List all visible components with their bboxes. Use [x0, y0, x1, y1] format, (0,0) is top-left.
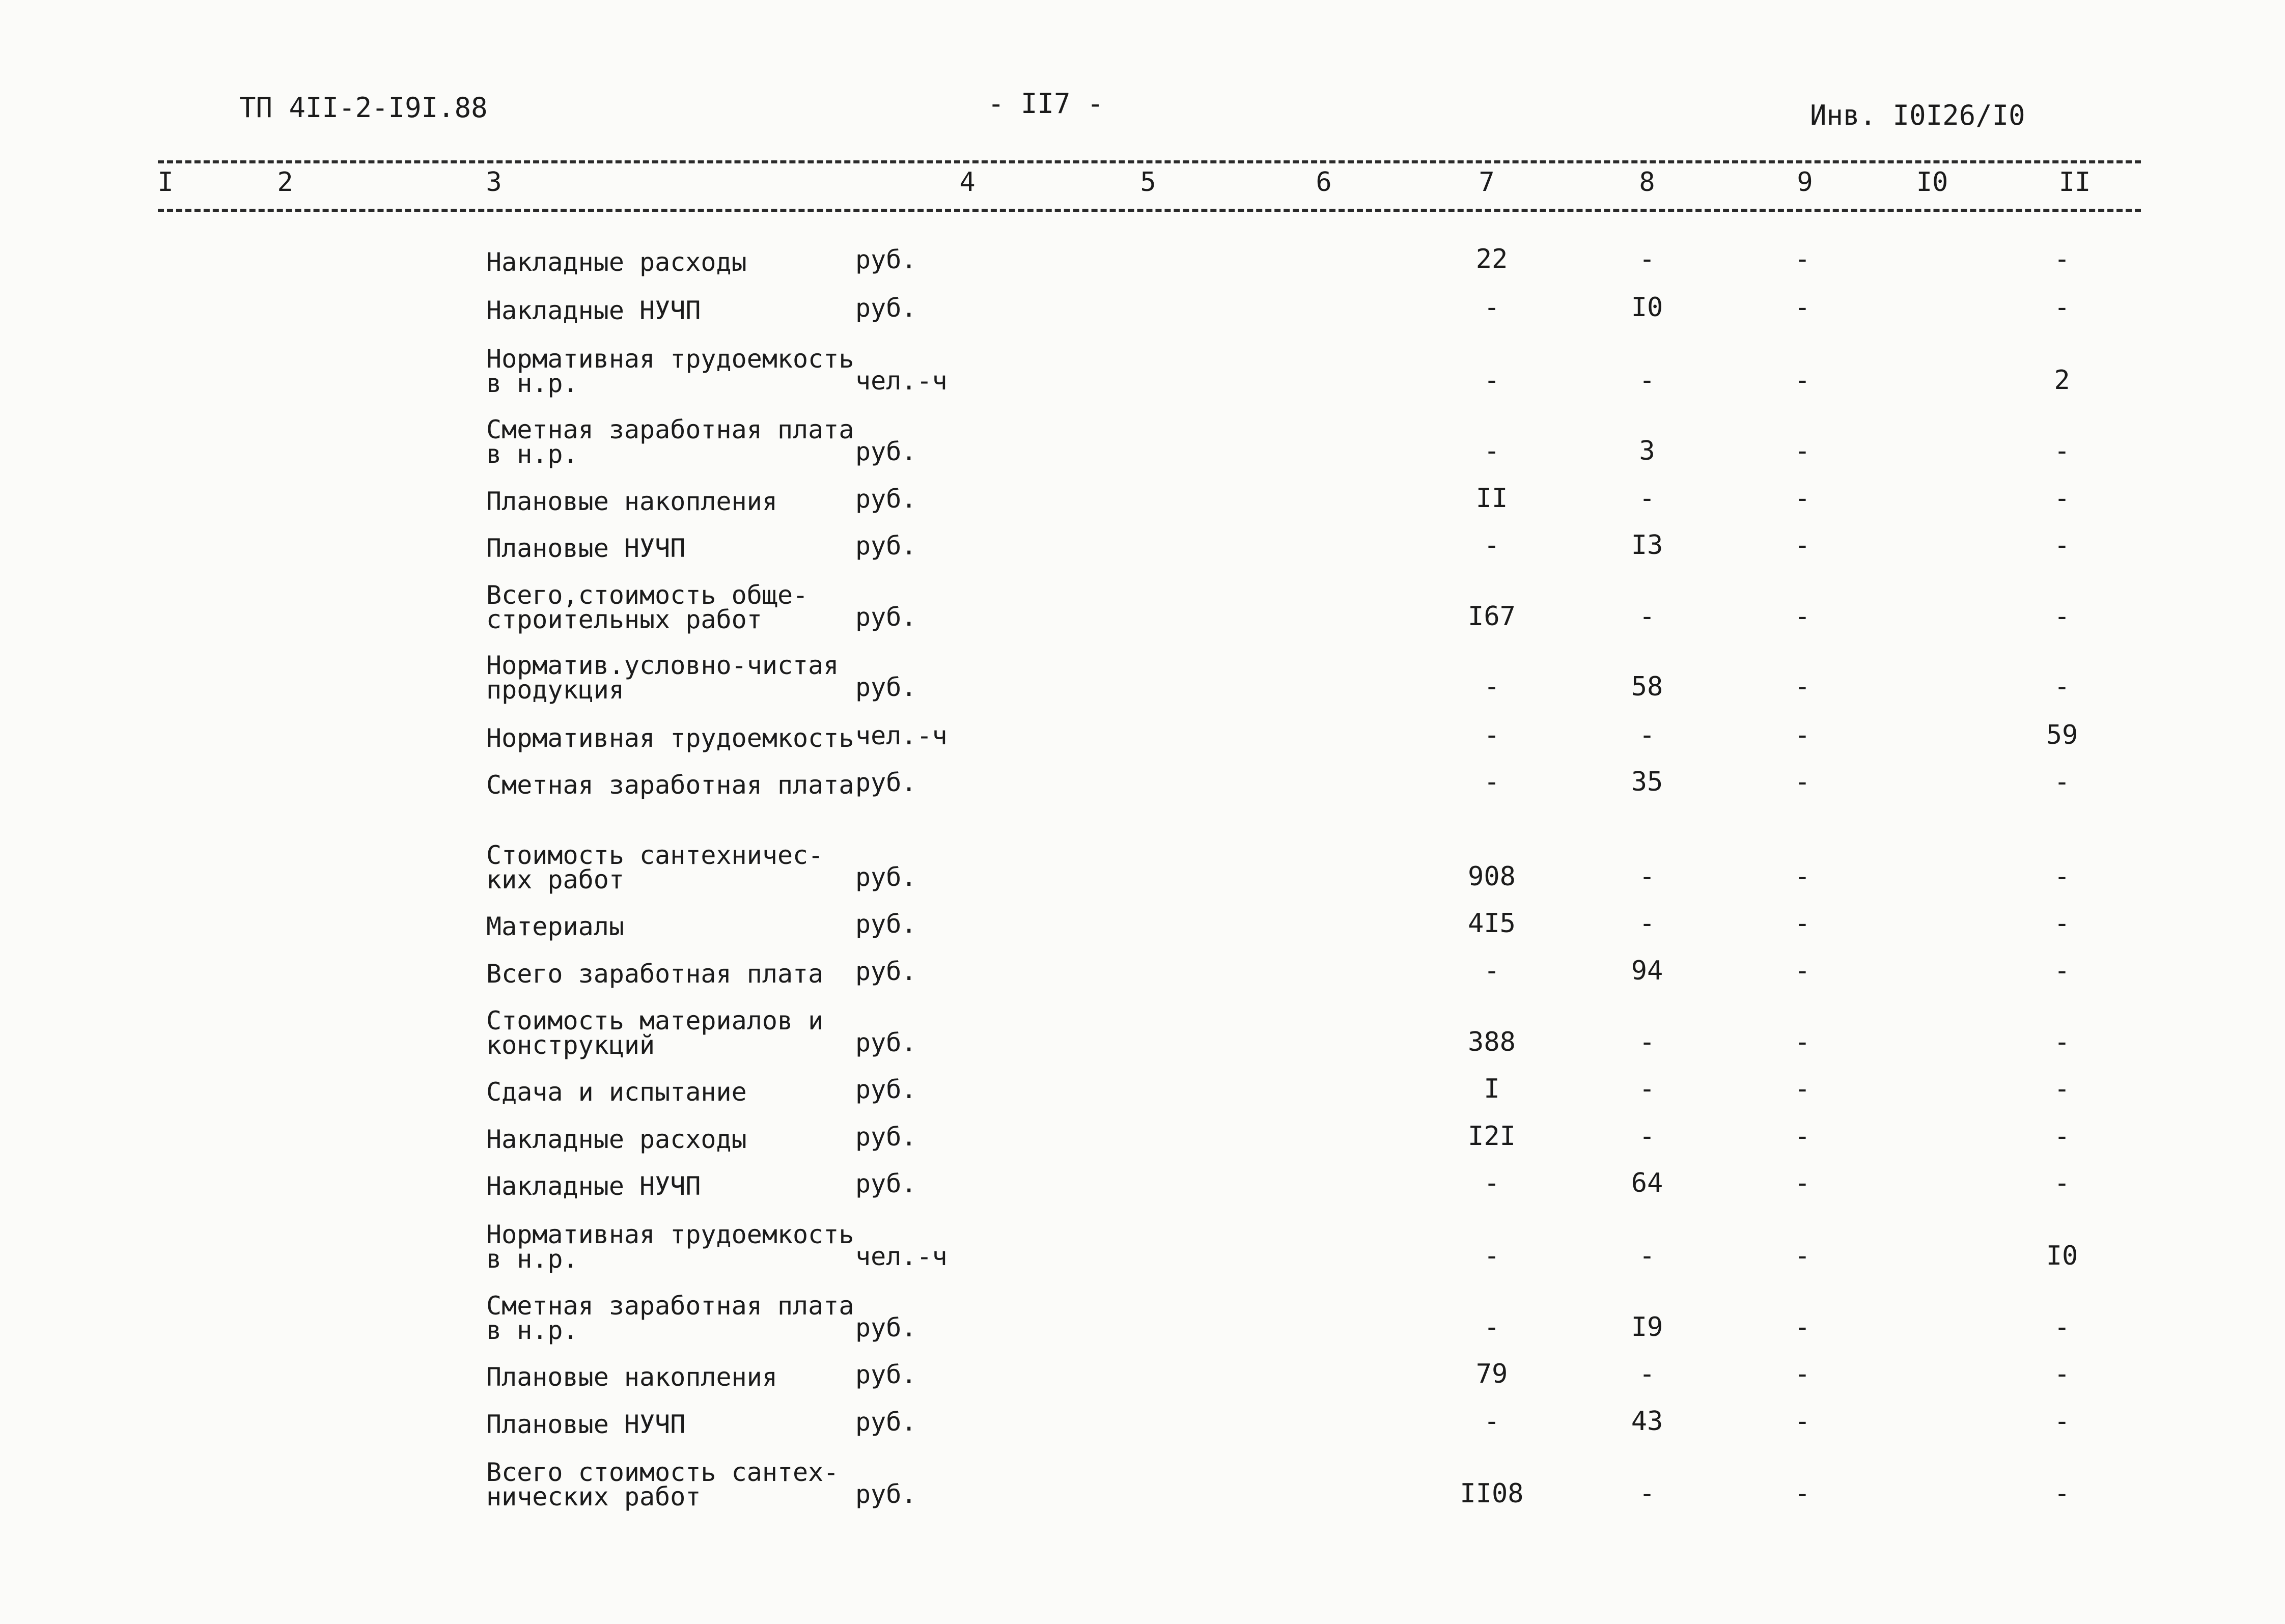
column-number: 2	[277, 167, 293, 198]
value-col-11: -	[2054, 1074, 2070, 1104]
value-col-8: I0	[1631, 292, 1663, 323]
value-col-11: -	[2054, 908, 2070, 939]
row-unit: руб.	[855, 1075, 917, 1104]
row-unit: руб.	[855, 909, 917, 939]
row-unit: руб.	[855, 862, 917, 892]
row-unit: руб.	[855, 1407, 917, 1437]
value-col-7: 22	[1475, 244, 1508, 274]
value-col-11: -	[2054, 1027, 2070, 1057]
value-col-9: -	[1794, 908, 1810, 939]
value-col-7: -	[1484, 365, 1500, 396]
row-unit: руб.	[855, 673, 917, 702]
column-number: 4	[959, 167, 976, 198]
column-number: I0	[1916, 167, 1948, 198]
value-col-9: -	[1794, 1478, 1810, 1509]
row-unit: руб.	[855, 602, 917, 632]
row-name: Стоимость материалов и конструкций	[486, 1006, 824, 1060]
value-col-8: -	[1639, 1121, 1655, 1152]
row-name: Накладные НУЧП	[486, 1171, 701, 1201]
value-col-11: -	[2054, 861, 2070, 892]
row-unit: руб.	[855, 1122, 917, 1152]
value-col-9: -	[1794, 720, 1810, 750]
value-col-8: -	[1639, 244, 1655, 274]
value-col-7: -	[1484, 1312, 1500, 1342]
value-col-11: -	[2054, 292, 2070, 323]
row-unit: руб.	[855, 1360, 917, 1389]
table-row	[0, 841, 2285, 894]
value-col-8: -	[1639, 1241, 1655, 1271]
table-row	[0, 908, 2285, 941]
header-top-rule	[158, 160, 2141, 163]
row-unit: чел.-ч	[855, 721, 948, 750]
row-name: Плановые НУЧП	[486, 1410, 686, 1439]
row-name: Сдача и испытание	[486, 1077, 747, 1107]
value-col-7: -	[1484, 1168, 1500, 1198]
value-col-8: I3	[1631, 530, 1663, 561]
value-col-7: -	[1484, 767, 1500, 797]
column-number: 9	[1797, 167, 1813, 198]
value-col-11: -	[2054, 1121, 2070, 1152]
table-row	[0, 580, 2285, 634]
value-col-7: -	[1484, 1241, 1500, 1271]
row-unit: руб.	[855, 437, 917, 466]
row-unit: руб.	[855, 293, 917, 323]
value-col-7: I67	[1468, 601, 1516, 632]
value-col-8: -	[1639, 1074, 1655, 1104]
value-col-7: -	[1484, 292, 1500, 323]
value-col-9: -	[1794, 1121, 1810, 1152]
row-name: Всего,стоимость обще- строительных работ	[486, 580, 809, 634]
column-number: 3	[486, 167, 502, 198]
value-col-7: 388	[1468, 1027, 1516, 1057]
row-name: Нормативная трудоемкость в н.р.	[486, 344, 854, 398]
row-name: Накладные расходы	[486, 247, 747, 277]
column-number: 7	[1479, 167, 1495, 198]
value-col-11: 2	[2054, 365, 2070, 396]
row-unit: руб.	[855, 484, 917, 514]
value-col-9: -	[1794, 1074, 1810, 1104]
row-unit: руб.	[855, 957, 917, 986]
value-col-8: 58	[1631, 671, 1663, 702]
row-name: Всего стоимость сантех- нических работ	[486, 1458, 839, 1511]
value-col-7: -	[1484, 671, 1500, 702]
value-col-9: -	[1794, 671, 1810, 702]
value-col-8: 64	[1631, 1168, 1663, 1198]
value-col-8: -	[1639, 1478, 1655, 1509]
value-col-8: 43	[1631, 1406, 1663, 1437]
column-number: 6	[1316, 167, 1332, 198]
value-col-11: -	[2054, 436, 2070, 466]
value-col-9: -	[1794, 1027, 1810, 1057]
value-col-7: II	[1475, 483, 1508, 514]
value-col-9: -	[1794, 767, 1810, 797]
value-col-9: -	[1794, 244, 1810, 274]
row-unit: чел.-ч	[855, 366, 948, 396]
value-col-8: 3	[1639, 436, 1655, 466]
row-unit: чел.-ч	[855, 1242, 948, 1271]
row-name: Нормативная трудоемкость	[486, 723, 854, 753]
value-col-11: -	[2054, 530, 2070, 561]
value-col-9: -	[1794, 861, 1810, 892]
value-col-8: -	[1639, 908, 1655, 939]
value-col-7: 908	[1468, 861, 1516, 892]
value-col-8: -	[1639, 861, 1655, 892]
value-col-7: -	[1484, 720, 1500, 750]
row-name: Стоимость сантехничес- ких работ	[486, 841, 824, 894]
value-col-9: -	[1794, 601, 1810, 632]
table-row	[0, 956, 2285, 989]
column-number: II	[2058, 167, 2091, 198]
value-col-11: 59	[2046, 720, 2078, 750]
value-col-8: -	[1639, 365, 1655, 396]
row-name: Всего заработная плата	[486, 959, 824, 989]
value-col-7: 79	[1475, 1359, 1508, 1389]
value-col-8: I9	[1631, 1312, 1663, 1342]
value-col-7: I2I	[1468, 1121, 1516, 1152]
row-unit: руб.	[855, 1313, 917, 1342]
value-col-9: -	[1794, 1406, 1810, 1437]
value-col-7: -	[1484, 530, 1500, 561]
value-col-11: -	[2054, 1312, 2070, 1342]
row-name: Нормативная трудоемкость в н.р.	[486, 1220, 854, 1274]
value-col-11: -	[2054, 1168, 2070, 1198]
inventory-number: Инв. I0I26/I0	[1810, 99, 2025, 131]
value-col-11: I0	[2046, 1241, 2078, 1271]
value-col-7: I	[1484, 1074, 1500, 1104]
row-name: Сметная заработная плата	[486, 770, 854, 800]
value-col-9: -	[1794, 1241, 1810, 1271]
row-unit: руб.	[855, 1169, 917, 1198]
header-bottom-rule	[158, 209, 2141, 212]
row-name: Сметная заработная плата в н.р.	[486, 1291, 854, 1345]
value-col-9: -	[1794, 292, 1810, 323]
value-col-8: 94	[1631, 956, 1663, 986]
row-name: Накладные НУЧП	[486, 296, 701, 325]
value-col-7: -	[1484, 436, 1500, 466]
value-col-7: -	[1484, 1406, 1500, 1437]
table-row	[0, 1458, 2285, 1511]
value-col-11: -	[2054, 1359, 2070, 1389]
page-number: - II7 -	[988, 88, 1104, 120]
row-unit: руб.	[855, 245, 917, 274]
value-col-11: -	[2054, 483, 2070, 514]
table-row	[0, 651, 2285, 705]
value-col-9: -	[1794, 530, 1810, 561]
row-name: Плановые НУЧП	[486, 534, 686, 563]
row-name: Плановые накопления	[486, 1362, 777, 1392]
value-col-11: -	[2054, 1478, 2070, 1509]
row-unit: руб.	[855, 1028, 917, 1057]
row-name: Накладные расходы	[486, 1125, 747, 1154]
column-number: 5	[1140, 167, 1156, 198]
row-name: Материалы	[486, 912, 624, 941]
value-col-8: -	[1639, 720, 1655, 750]
document-code: ТП 4II-2-I9I.88	[239, 92, 488, 124]
row-unit: руб.	[855, 531, 917, 561]
row-unit: руб.	[855, 768, 917, 797]
table-row	[0, 292, 2285, 325]
value-col-8: -	[1639, 1027, 1655, 1057]
value-col-11: -	[2054, 956, 2070, 986]
value-col-8: -	[1639, 601, 1655, 632]
value-col-8: -	[1639, 1359, 1655, 1389]
row-name: Плановые накопления	[486, 487, 777, 516]
column-number: 8	[1639, 167, 1655, 198]
value-col-9: -	[1794, 483, 1810, 514]
value-col-9: -	[1794, 1168, 1810, 1198]
value-col-9: -	[1794, 956, 1810, 986]
value-col-11: -	[2054, 767, 2070, 797]
value-col-11: -	[2054, 601, 2070, 632]
value-col-7: II08	[1460, 1478, 1524, 1509]
value-col-7: -	[1484, 956, 1500, 986]
value-col-8: -	[1639, 483, 1655, 514]
row-unit: руб.	[855, 1479, 917, 1509]
row-name: Норматив.условно-чистая продукция	[486, 651, 839, 705]
value-col-8: 35	[1631, 767, 1663, 797]
value-col-9: -	[1794, 1359, 1810, 1389]
value-col-11: -	[2054, 1406, 2070, 1437]
value-col-7: 4I5	[1468, 908, 1516, 939]
table-row	[0, 483, 2285, 516]
value-col-11: -	[2054, 671, 2070, 702]
row-name: Сметная заработная плата в н.р.	[486, 415, 854, 469]
value-col-9: -	[1794, 365, 1810, 396]
value-col-9: -	[1794, 436, 1810, 466]
value-col-9: -	[1794, 1312, 1810, 1342]
column-number: I	[157, 167, 174, 198]
value-col-11: -	[2054, 244, 2070, 274]
